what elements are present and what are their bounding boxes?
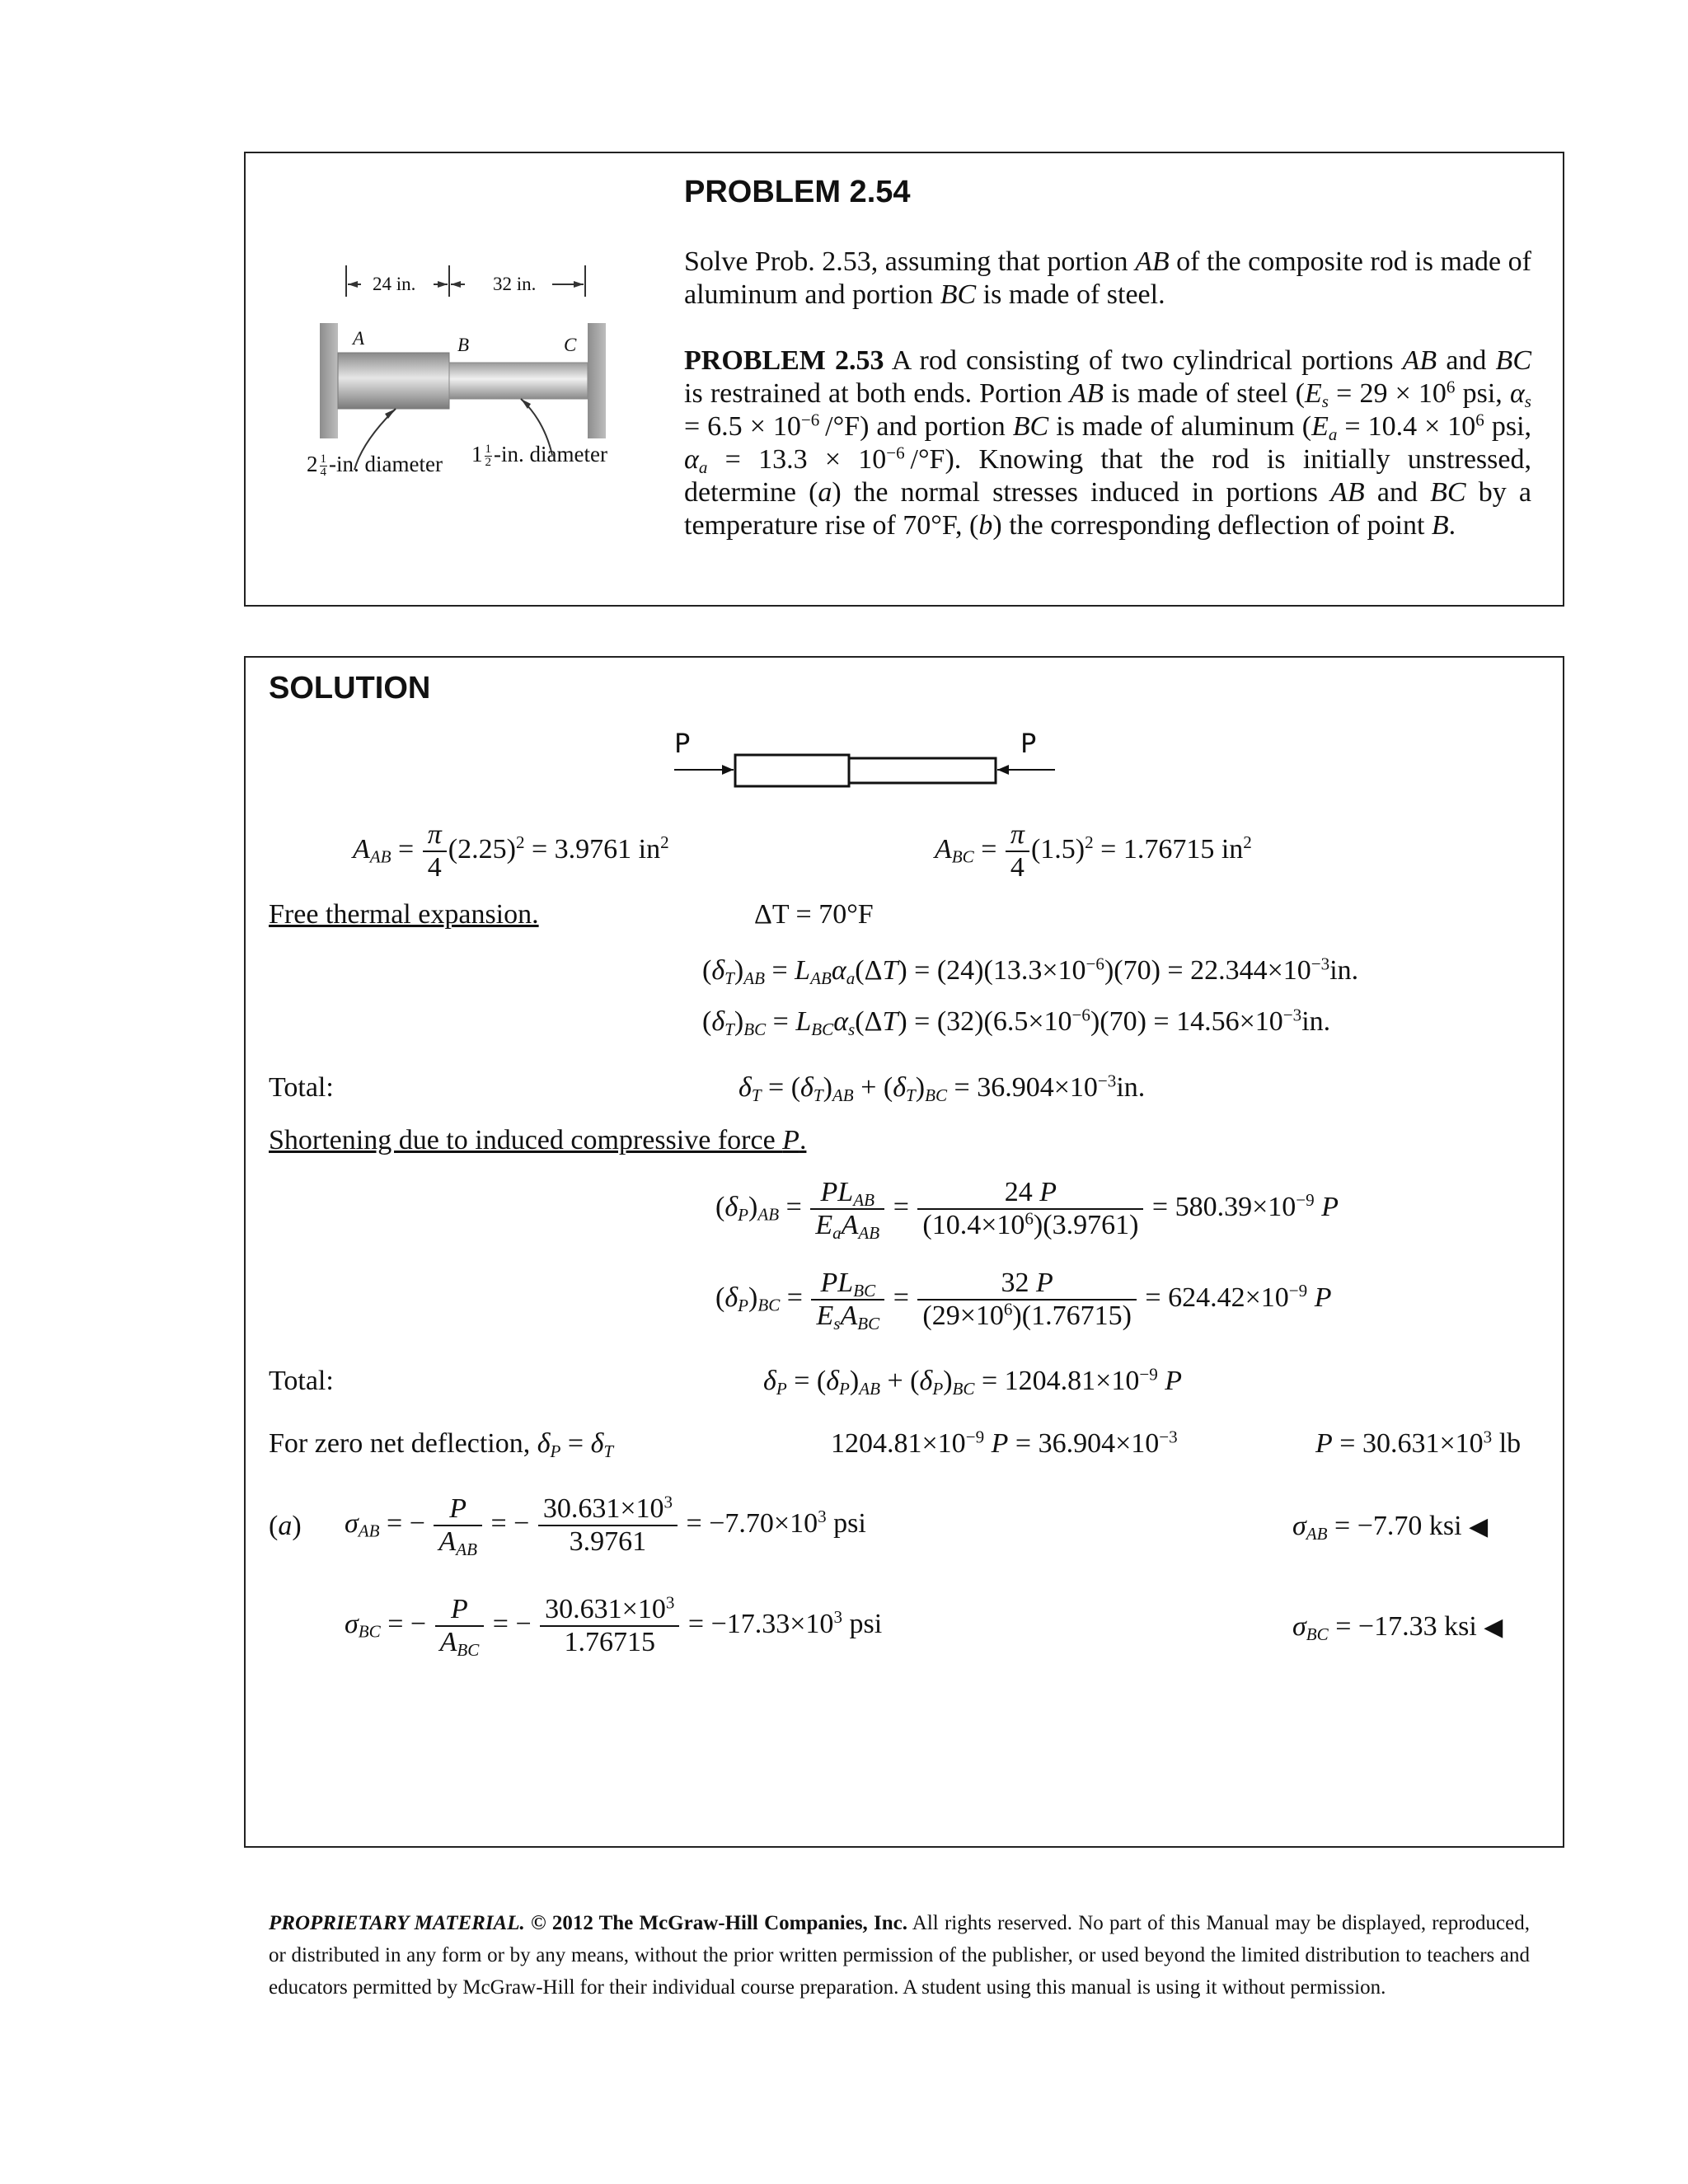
delta-t-total-equation: $\delta_T = (\delta_T)_{AB} + (\delta_T)_{BC} = 36.904\times 10^{-3}in$. [738, 1071, 1146, 1105]
delta-p-ab-equation: $(\delta_P)_{AB}$ = $\frac{PL_{AB}}{E_aA_{AB}}$ = $\frac{24 P}{(10.4\times 10^6)(3.9761)}$ = $580.39\times 10^{-9}$ P [715, 1177, 1339, 1243]
answer-marker-icon: ◀ [1484, 1613, 1503, 1642]
free-body-sketch [668, 733, 1063, 799]
force-label-left: P [674, 728, 691, 759]
dim-bc-label: 32 in. [493, 274, 537, 294]
answer-marker-icon: ◀ [1469, 1512, 1489, 1541]
point-c-label: C [564, 335, 577, 355]
point-a-label: A [353, 328, 365, 349]
total-label-force: Total: [269, 1366, 334, 1396]
delta-p-bc-equation: $(\delta_P)_{BC}$ = $\frac{PL_{BC}}{E_sA_{BC}}$ = $\frac{32 P}{(29\times 10^6)(1.76715)}$ = $624.42\times 10^{-9}$ P [715, 1268, 1332, 1333]
area-bc-equation: $A_{BC}$ = $\frac{\pi}{4}$ $(1.5)^2 = 1.76715$ $in^2$ [935, 819, 1252, 883]
force-label-right: P [1020, 728, 1037, 759]
area-ab-equation: $A_{AB}$ = $\frac{\pi}{4}$ $(2.25)^2 = 3.9761$ $in^2$ [353, 819, 669, 883]
delta-t-value: ΔT = 70°F [754, 899, 874, 930]
sigma-ab-equation: $\sigma_{AB}$ = − $\frac{P}{A_{AB}}$ = − $\frac{30.631\times 10^3}{3.9761}$ = $-7.70\times 10^3$ psi [345, 1492, 866, 1559]
problem-intro: Solve Prob. 2.53, assuming that portion AB of the composite rod is made of aluminum and portion BC is made of steel. [684, 246, 1532, 310]
sigma-bc-equation: $\sigma_{BC}$ = − $\frac{P}{A_{BC}}$ = − $\frac{30.631\times 10^3}{1.76715}$ = $-17.33\times 10^3$ psi [345, 1592, 883, 1660]
part-a-label: (a) [269, 1511, 302, 1541]
delta-t-bc-equation: $(\delta_T)_{BC} = L_{BC}\alpha_s(\Delta T) = (32)(6.5\times 10^{-6})(70) = 14.56\times 10^{-3}in$. [702, 1005, 1331, 1039]
sigma-ab-answer: $\sigma_{AB} = -7.70$ ksi ◀ [1292, 1511, 1489, 1544]
shortening-heading: Shortening due to induced compressive force P. [269, 1125, 807, 1155]
zero-deflection-condition: For zero net deflection, $\delta_P = \delta_T$ [269, 1428, 614, 1461]
p-result: $P = 30.631\times 10^3$ lb [1315, 1427, 1522, 1459]
point-b-label: B [457, 335, 470, 355]
total-label-thermal: Total: [269, 1072, 334, 1103]
problem-2-53-text: PROBLEM 2.53 A rod consisting of two cylindrical portions AB and BC is restrained at both ends. Portion AB is made of steel ($E_s = 29 \times 10^6$ psi, $\alpha_s = 6.5 \times 10^{-6}$ /°F) and portion BC is made of aluminum ($E_a = 10.4 \times 10^6$ psi, $\alpha_a = 13.3 \times 10^{-6}$ /°F). Knowing that the rod is initially unstressed, determine (a) the normal stresses induced in portions AB and BC by a temperature rise of 70°F, (b) the corresponding deflection of point B. [684, 345, 1532, 541]
diameter-bc-label: 1 $\frac{1}{2}$ -in. diameter [471, 442, 607, 470]
zero-deflection-equation: $1204.81\times 10^{-9}$ $P = 36.904\times 10^{-3}$ [831, 1427, 1178, 1459]
dim-ab-label: 24 in. [373, 274, 416, 294]
free-thermal-heading: Free thermal expansion. [269, 899, 539, 930]
delta-t-ab-equation: $(\delta_T)_{AB} = L_{AB}\alpha_a(\Delta T) = (24)(13.3\times 10^{-6})(70) = 22.344\times 10^{-3}in$. [702, 954, 1359, 988]
delta-p-total-equation: $\delta_P = (\delta_P)_{AB} + (\delta_P)_{BC} = 1204.81\times 10^{-9}$ P [763, 1364, 1183, 1399]
problem-title: PROBLEM 2.54 [684, 175, 911, 209]
solution-title: SOLUTION [269, 671, 431, 705]
sigma-bc-answer: $\sigma_{BC} = -17.33$ ksi ◀ [1292, 1611, 1503, 1644]
diameter-ab-label: 2 $\frac{1}{4}$ -in. diameter [307, 452, 443, 480]
copyright-footer: PROPRIETARY MATERIAL. © 2012 The McGraw-Hill Companies, Inc. All rights reserved. No part of this Manual may be displayed, reproduced, or distributed in any form or by any means, without the prior written permission of the publisher, or used beyond the limited distribution to teachers and educators permitted by McGraw-Hill for their individual course preparation. A student using this manual is using it without permission. [269, 1912, 1530, 1999]
